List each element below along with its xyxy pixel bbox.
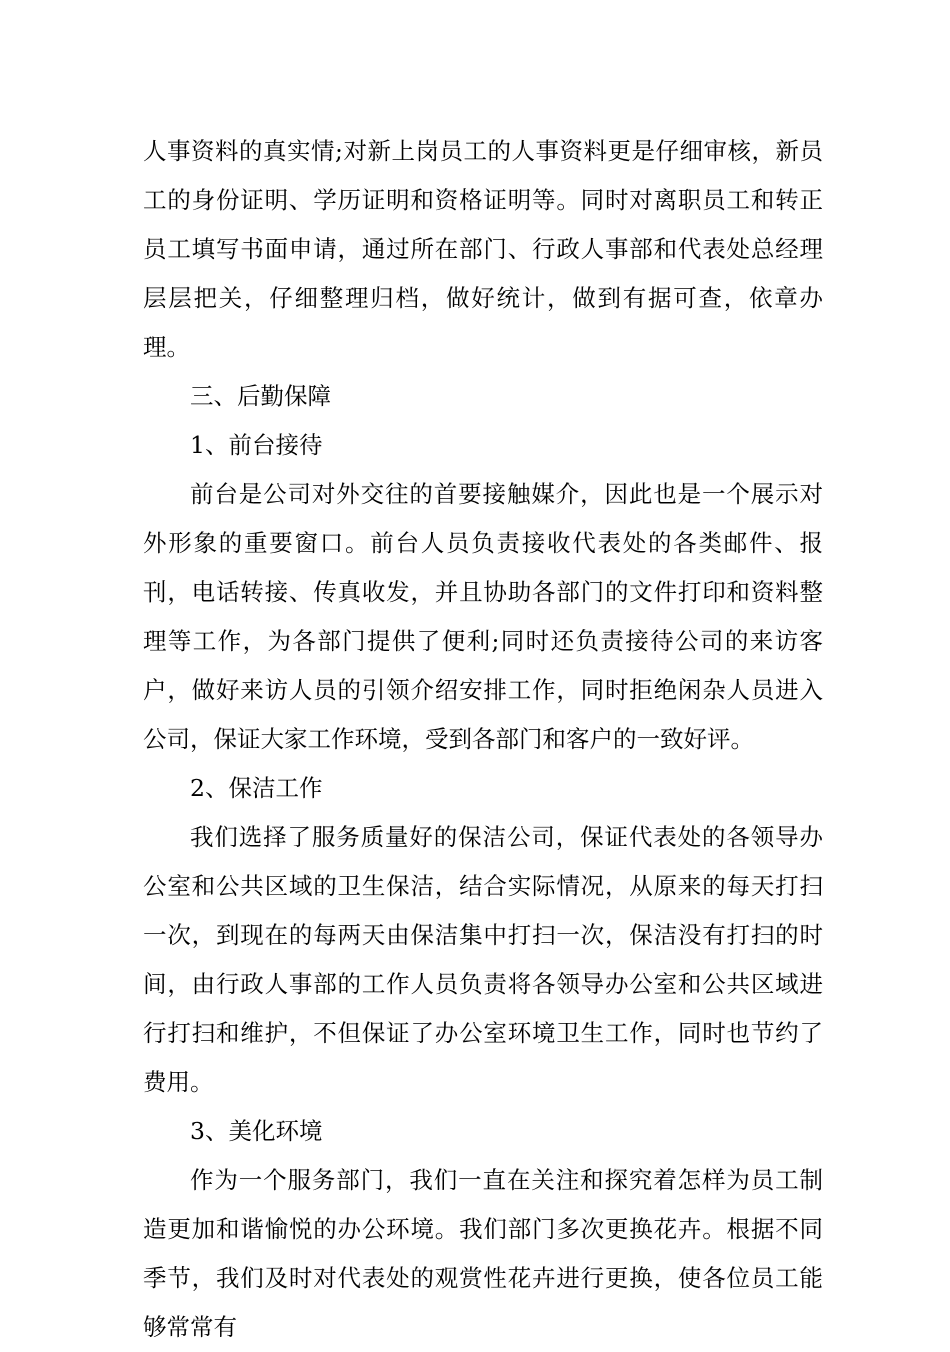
subheading-front-desk: 1、前台接待 — [190, 431, 323, 459]
paragraph-environment: 作为一个服务部门，我们一直在关注和探究着怎样为员工制造更加和谐愉悦的办公环境。我们部门多次更换花卉。根据不同季节，我们及时对代表处的观赏性花卉进行更换，使各位员工能够常常有 — [143, 1166, 823, 1341]
document-body — [143, 127, 823, 1352]
subheading-environment: 3、美化环境 — [190, 1117, 323, 1145]
subheading-cleaning: 2、保洁工作 — [190, 774, 323, 802]
paragraph-cleaning: 我们选择了服务质量好的保洁公司，保证代表处的各领导办公室和公共区域的卫生保洁，结合实际情况，从原来的每天打扫一次，到现在的每两天由保洁集中打扫一次，保洁没有打扫的时间，由行政人事部的工作人员负责将各领导办公室和公共区域进行打扫和维护，不但保证了办公室环境卫生工作，同时也节约了费用。 — [143, 823, 823, 1096]
paragraph-personnel-records: 人事资料的真实情;对新上岗员工的人事资料更是仔细审核，新员工的身份证明、学历证明和资格证明等。同时对离职员工和转正员工填写书面申请，通过所在部门、行政人事部和代表处总经理层层把关，仔细整理归档，做好统计，做到有据可查，依章办理。 — [143, 137, 823, 361]
paragraph-front-desk: 前台是公司对外交往的首要接触媒介，因此也是一个展示对外形象的重要窗口。前台人员负责接收代表处的各类邮件、报刊，电话转接、传真收发，并且协助各部门的文件打印和资料整理等工作，为各部门提供了便利;同时还负责接待公司的来访客户，做好来访人员的引领介绍安排工作，同时拒绝闲杂人员进入公司，保证大家工作环境，受到各部门和客户的一致好评。 — [143, 480, 823, 753]
section-heading-logistics: 三、后勤保障 — [190, 382, 331, 410]
